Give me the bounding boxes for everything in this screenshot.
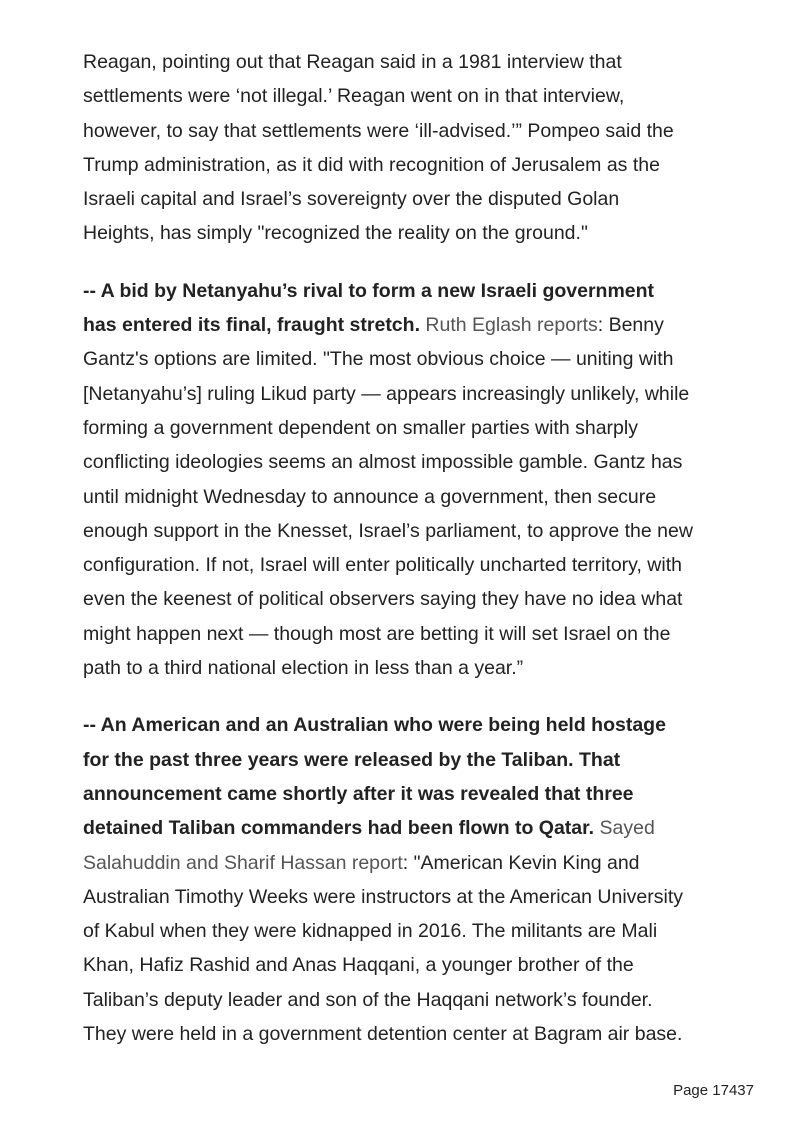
text-line — [83, 948, 763, 982]
body-text: Reagan, pointing out that Reagan said in a 1981 interview that — [83, 51, 622, 73]
byline-link[interactable]: Salahuddin and Sharif Hassan report — [83, 851, 403, 874]
text-line — [83, 880, 763, 914]
headline-text: detained Taliban commanders had been flown to Qatar. — [83, 817, 595, 840]
text-line — [83, 617, 763, 651]
body-text: configuration. If not, Israel will enter politically uncharted territory, with — [83, 554, 682, 577]
body-text: : "American Kevin King and — [402, 851, 640, 874]
headline-text: for the past three years were released by the Taliban. That — [83, 748, 621, 771]
body-text: might happen next — though most are betting it will set Israel on the — [83, 622, 671, 645]
text-line — [83, 445, 763, 479]
headline-text: has entered its final, fraught stretch. — [83, 314, 420, 337]
page-number: Page 17437 — [673, 1082, 754, 1099]
text-line — [83, 548, 763, 582]
text-line — [83, 114, 763, 148]
body-text: Australian Timothy Weeks were instructors at the American University — [83, 885, 684, 908]
article-body — [83, 45, 763, 1074]
paragraph — [83, 274, 763, 686]
text-line — [83, 983, 763, 1017]
text-line — [83, 148, 763, 182]
body-text: Taliban’s deputy leader and son of the Haqqani network’s founder. — [83, 988, 653, 1011]
text-line — [83, 514, 763, 548]
text-line — [83, 811, 763, 845]
text-line — [83, 651, 763, 685]
paragraph — [83, 708, 763, 1051]
text-line — [83, 377, 763, 411]
body-text: Khan, Hafiz Rashid and Anas Haqqani, a younger brother of the — [83, 954, 634, 977]
body-text: of Kabul when they were kidnapped in 2016. The militants are Mali — [83, 920, 658, 943]
text-line — [83, 846, 763, 880]
body-text: Trump administration, as it did with recognition of Jerusalem as the — [83, 153, 660, 176]
text-line — [83, 274, 763, 308]
body-text: even the keenest of political observers saying they have no idea what — [83, 588, 683, 611]
body-text: They were held in a government detention center at Bagram air base. — [83, 1023, 683, 1046]
text-line — [83, 708, 763, 742]
text-line — [83, 480, 763, 514]
body-text: until midnight Wednesday to announce a government, then secure — [83, 485, 657, 508]
body-text: [Netanyahu’s] ruling Likud party — appears increasingly unlikely, while — [83, 382, 690, 405]
body-text: : Benny — [597, 314, 664, 337]
text-line — [83, 45, 763, 79]
body-text: conflicting ideologies seems an almost impossible gamble. Gantz has — [83, 451, 683, 474]
text-line — [83, 743, 763, 777]
body-text: enough support in the Knesset, Israel’s parliament, to approve the new — [83, 519, 693, 542]
text-line — [83, 216, 763, 250]
headline-text: -- An American and an Australian who were being held hostage — [83, 714, 666, 737]
body-text: forming a government dependent on smaller parties with sharply — [83, 416, 638, 439]
headline-text: -- A bid by Netanyahu’s rival to form a new Israeli government — [83, 279, 655, 302]
text-line — [83, 777, 763, 811]
body-text: Heights, has simply "recognized the reality on the ground." — [83, 222, 588, 245]
body-text: Israeli capital and Israel’s sovereignty over the disputed Golan — [83, 188, 620, 211]
headline-text: announcement came shortly after it was revealed that three — [83, 782, 634, 805]
byline-link[interactable]: Sayed — [599, 817, 655, 840]
text-line — [83, 79, 763, 113]
body-text: however, to say that settlements were ‘ill-advised.’” Pompeo said the — [83, 119, 674, 142]
text-line — [83, 914, 763, 948]
byline-link[interactable]: Ruth Eglash reports — [425, 314, 598, 337]
text-line — [83, 342, 763, 376]
body-text: Gantz's options are limited. "The most obvious choice — uniting with — [83, 348, 674, 371]
text-line — [83, 1017, 763, 1051]
body-text: settlements were ‘not illegal.’ Reagan went on in that interview, — [83, 85, 625, 108]
text-line — [83, 308, 763, 342]
text-line — [83, 182, 763, 216]
body-text: path to a third national election in less than a year.” — [83, 657, 524, 680]
text-line — [83, 411, 763, 445]
text-line — [83, 582, 763, 616]
paragraph — [83, 45, 763, 251]
